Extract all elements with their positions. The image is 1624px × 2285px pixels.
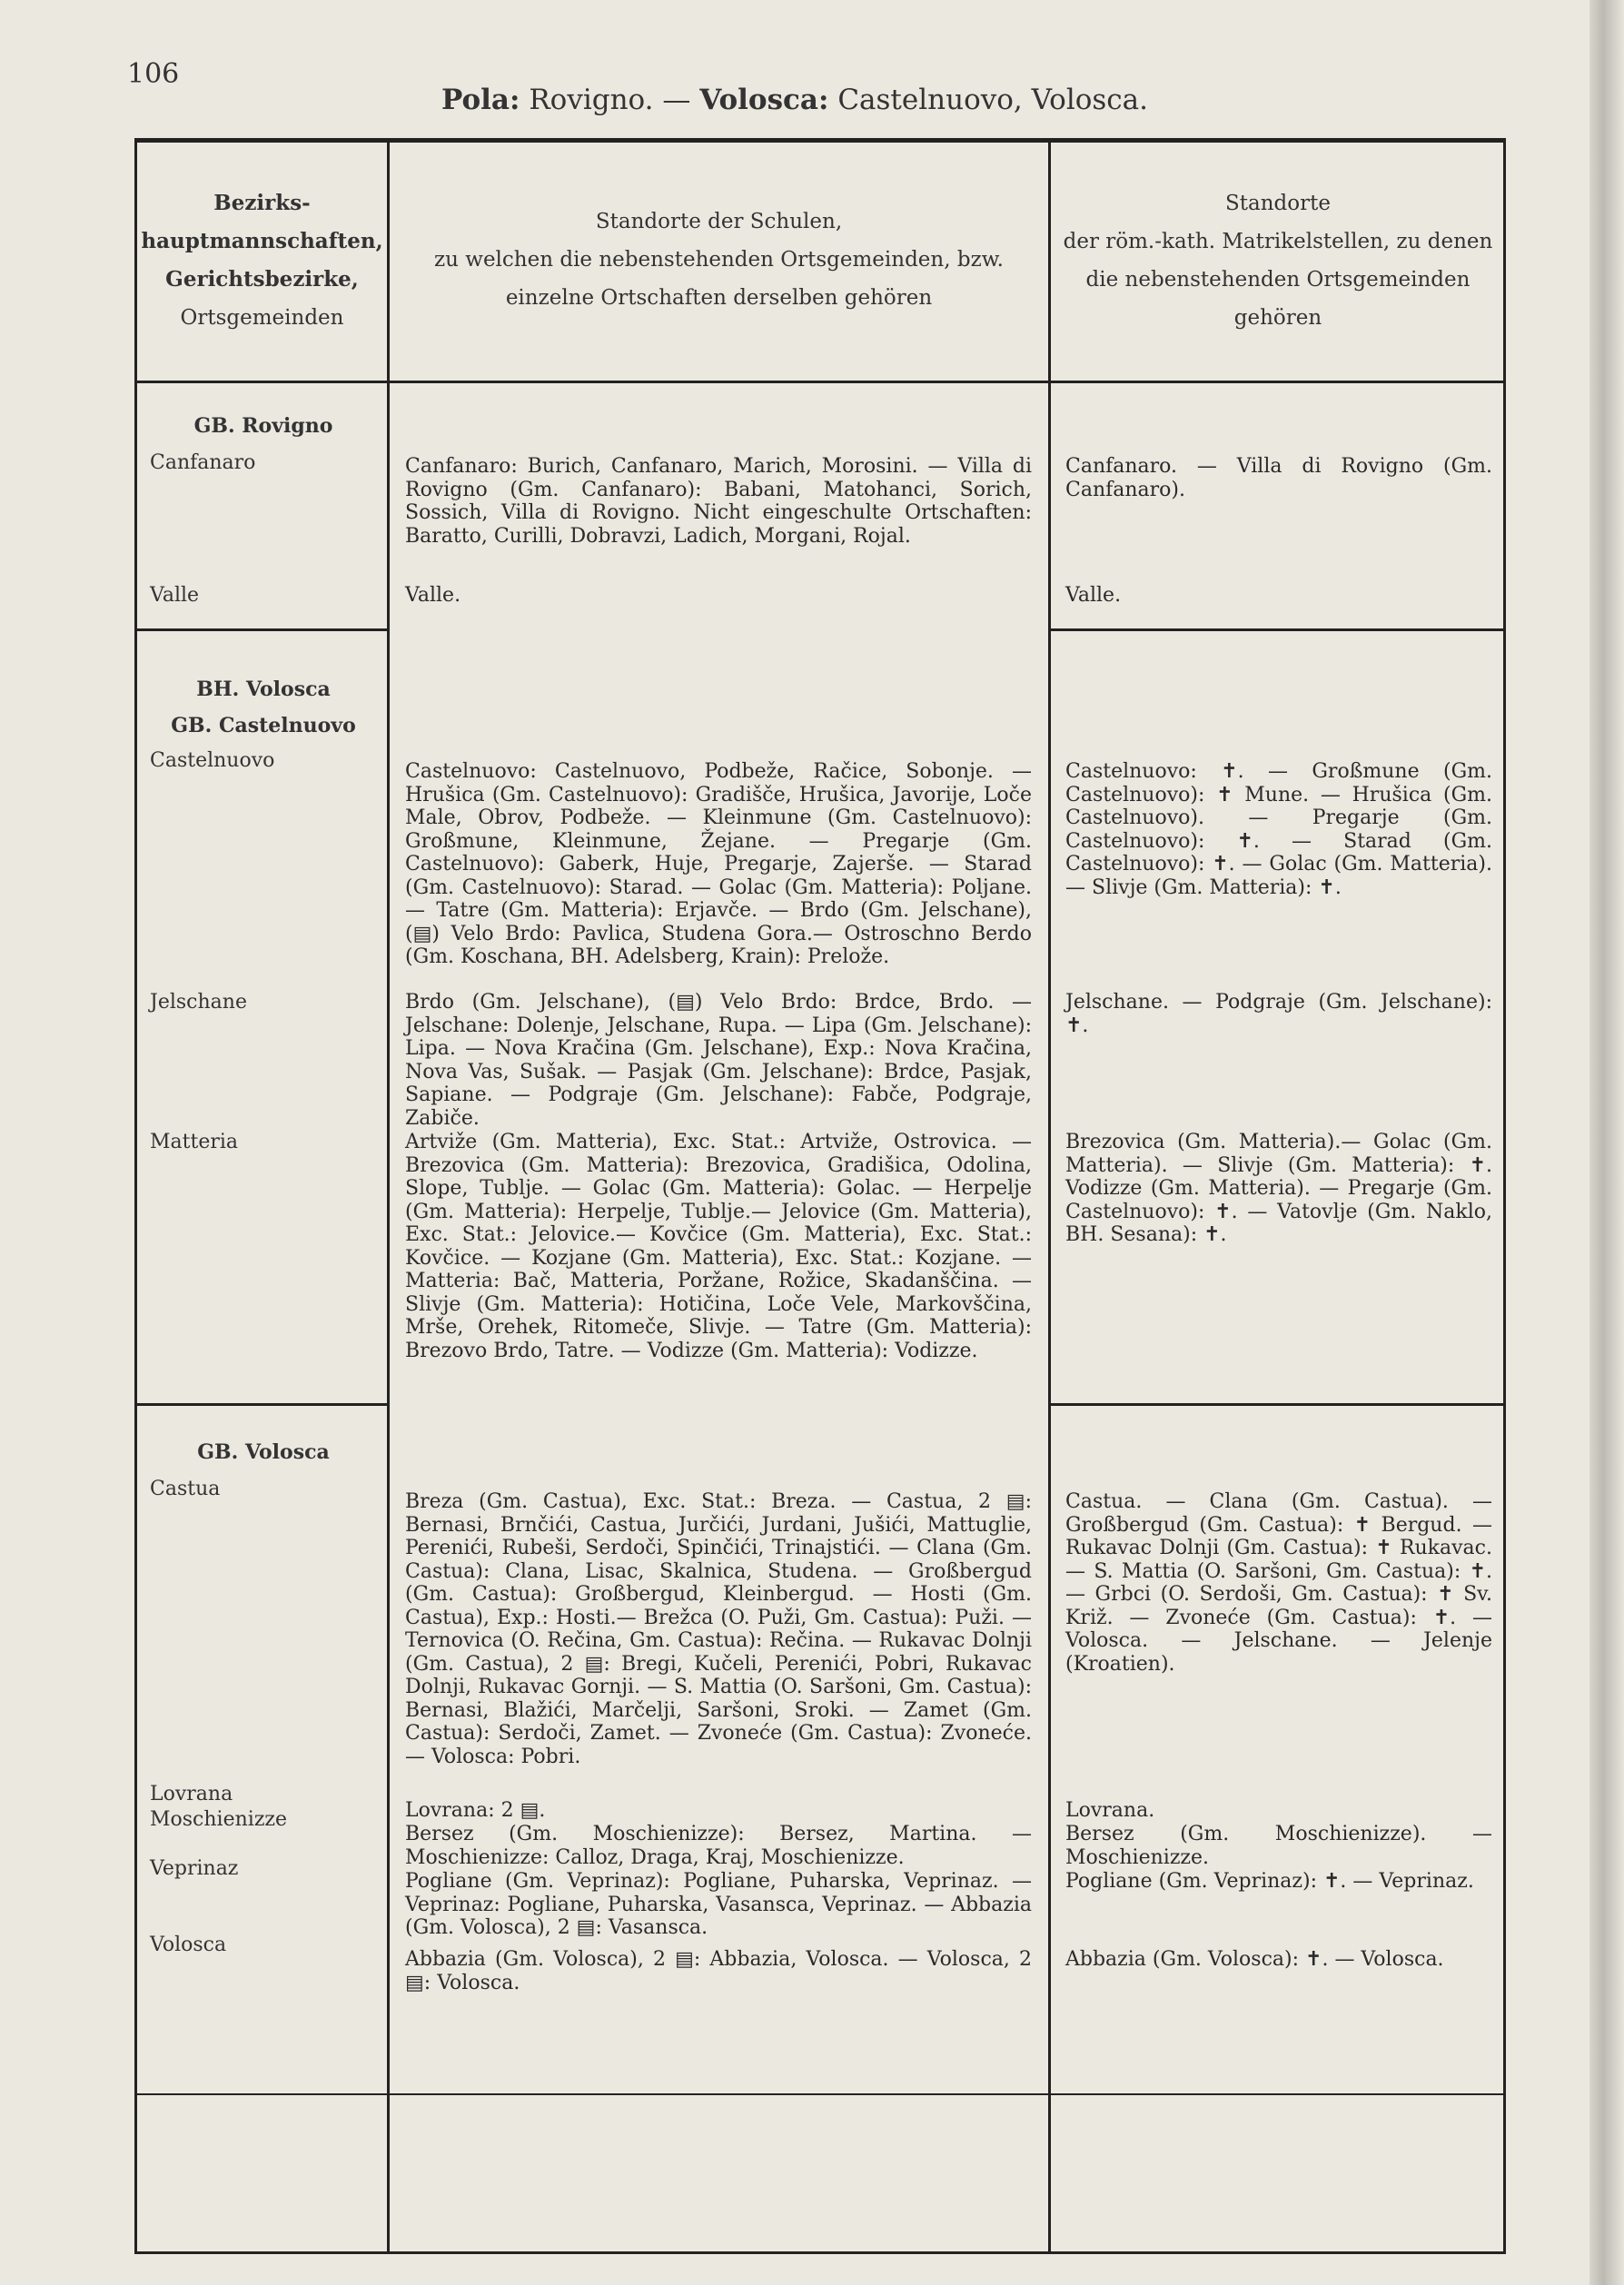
ortsgemeinde-canfanaro: Canfanaro (150, 451, 256, 474)
parishes-valle: Valle. (1065, 584, 1122, 607)
section-title-rovigno: GB. Rovigno (193, 414, 333, 438)
ortsgemeinde-valle: Valle (150, 584, 200, 607)
schools-castelnuovo: Castelnuovo: Castelnuovo, Podbeže, Račice, Sobonje. — Hrušica (Gm. Castelnuovo): Gradišče, Hrušica, Javorije, Loče Male, Obrov, Podbeže. — Kleinmune (Gm. Castelnuovo): Großmune, Kleinmune, Žejane. — Pregarje (Gm. Castelnuovo): Gaberk, Huje, Pregarje, Zajerše. — Starad (Gm. Castelnuovo): Starad. — Golac (Gm. Matteria): Poljane. — Tatre (Gm. Matteria): Erjavče. — Brdo (Gm. Jelschane), (▤) Velo Brdo: Pavlica, Studena Gora.— Ostroschno Berdo (Gm. Koschana, BH. Adelsberg, Krain): Prelože. (405, 760, 1032, 968)
parishes-jelschane: Jelschane. — Podgraje (Gm. Jelschane): ✝. (1065, 991, 1492, 1037)
section-rule-2a (137, 1403, 387, 1406)
page-number: 106 (127, 58, 180, 90)
section-title-bh-volosca: BH. Volosca GB. Castelnuovo (171, 678, 356, 737)
parishes-moschienizze: Bersez (Gm. Moschienizze). — Moschienizze. (1065, 1823, 1492, 1869)
section-rule-1b (1048, 628, 1503, 631)
running-head-b: Rovigno. — (529, 84, 691, 116)
header-col1: Bezirks- hauptmannschaften, Gerichtsbezirke, Ortsgemeinden (141, 191, 383, 330)
ortsgemeinde-matteria: Matteria (150, 1131, 239, 1153)
parishes-canfanaro: Canfanaro. — Villa di Rovigno (Gm. Canfanaro). (1065, 455, 1492, 501)
running-head (0, 84, 1589, 116)
parishes-castua: Castua. — Clana (Gm. Castua). — Großbergud (Gm. Castua): ✝ Bergud. — Rukavac Dolnji (Gm. Castua): ✝ Rukavac. — S. Mattia (O. Saršoni, Gm. Castua): ✝. — Grbci (O. Serdoši, Gm. Castua): ✝ Sv. Križ. — Zvoneće (Gm. Castua): ✝. — Volosca. — Jelschane. — Jelenje (Kroatien). (1065, 1490, 1492, 1676)
ortsgemeinde-castua: Castua (150, 1478, 221, 1500)
schools-veprinaz: Pogliane (Gm. Veprinaz): Pogliane, Puharska, Veprinaz. — Veprinaz: Pogliane, Puharska, Vasansca, Veprinaz. — Abbazia (Gm. Volosca), 2 ▤: Vasansca. (405, 1870, 1032, 1939)
schools-lovrana: Lovrana: 2 ▤. (405, 1799, 546, 1822)
parishes-castelnuovo: Castelnuovo: ✝. — Großmune (Gm. Castelnuovo): ✝ Mune. — Hrušica (Gm. Castelnuovo). — Pregarje (Gm. Castelnuovo): ✝. — Starad (Gm. Castelnuovo): ✝. — Golac (Gm. Matteria). — Slivje (Gm. Matteria): ✝. (1065, 760, 1492, 899)
parishes-veprinaz: Pogliane (Gm. Veprinaz): ✝. — Veprinaz. (1065, 1870, 1474, 1893)
running-head-a: Pola: (441, 84, 520, 116)
column-divider-2 (1048, 143, 1051, 2251)
schools-moschienizze: Bersez (Gm. Moschienizze): Bersez, Martina. — Moschienizze: Calloz, Draga, Kraj, Moschienizze. (405, 1823, 1032, 1869)
parishes-lovrana: Lovrana. (1065, 1799, 1155, 1822)
end-rule (137, 2093, 1503, 2095)
schools-valle: Valle. (405, 584, 461, 607)
running-head-c: Volosca: (699, 84, 829, 116)
ortsgemeinde-lovrana: Lovrana (150, 1783, 233, 1805)
schools-jelschane: Brdo (Gm. Jelschane), (▤) Velo Brdo: Brdce, Brdo. — Jelschane: Dolenje, Jelschane, Rupa. — Lipa (Gm. Jelschane): Lipa. — Nova Kračina (Gm. Jelschane), Exp.: Nova Kračina, Nova Vas, Sušak. — Pasjak (Gm. Jelschane): Brdce, Pasjak, Sapiane. — Podgraje (Gm. Jelschane): Fabče, Podgraje, Zabiče. (405, 991, 1032, 1130)
section-rule-1a (137, 628, 387, 631)
header-col2: Standorte der Schulen, zu welchen die nebenstehenden Ortsgemeinden, bzw. einzelne Ortschaften derselben gehören (434, 210, 1004, 310)
schools-matteria: Artviže (Gm. Matteria), Exc. Stat.: Artviže, Ostrovica. — Brezovica (Gm. Matteria): Brezovica, Gradišica, Odolina, Slope, Tublje. — Golac (Gm. Matteria): Golac. — Herpelje (Gm. Matteria): Herpelje, Tublje.— Jelovice (Gm. Matteria), Exc. Stat.: Jelovice.— Kovčice (Gm. Matteria), Exc. Stat.: Kovčice. — Kozjane (Gm. Matteria), Exc. Stat.: Kozjane. — Matteria: Bač, Matteria, Poržane, Rožice, Skadanščina. — Slivje (Gm. Matteria): Hotičina, Loče Vele, Markovščina, Mrše, Orehek, Ritomeče, Slivje. — Tatre (Gm. Matteria): Brezovo Brdo, Tatre. — Vodizze (Gm. Matteria): Vodizze. (405, 1131, 1032, 1362)
column-divider-1 (387, 143, 390, 2251)
ortsgemeinde-volosca: Volosca (150, 1934, 227, 1956)
running-head-d: Castelnuovo, Volosca. (837, 84, 1149, 116)
section-title-gb-volosca: GB. Volosca (197, 1440, 330, 1464)
header-rule (137, 381, 1503, 383)
schools-castua: Breza (Gm. Castua), Exc. Stat.: Breza. — Castua, 2 ▤: Bernasi, Brnčići, Castua, Jurčići, Jurdani, Jušići, Mattuglie, Perenići, Rubeši, Serdoči, Spinčići, Trinajstići. — Clana (Gm. Castua): Clana, Lisac, Skalnica, Studena. — Großbergud (Gm. Castua): Großbergud, Kleinbergud. — Hosti (Gm. Castua), Exp.: Hosti.— Brežca (O. Puži, Gm. Castua): Puži. — Ternovica (O. Rečina, Gm. Castua): Rečina. — Rukavac Dolnji (Gm. Castua), 2 ▤: Bregi, Kučeli, Perenići, Pobri, Rukavac Dolnji, Rukavac Gornji. — S. Mattia (O. Saršoni, Gm. Castua): Bernasi, Blažići, Marčelji, Saršoni, Sroki. — Zamet (Gm. Castua): Serdoči, Zamet. — Zvoneće (Gm. Castua): Zvoneće. — Volosca: Pobri. (405, 1490, 1032, 1768)
schools-canfanaro: Canfanaro: Burich, Canfanaro, Marich, Morosini. — Villa di Rovigno (Gm. Canfanaro): Babani, Matohanci, Sorich, Sossich, Villa di Rovigno. Nicht eingeschulte Ortschaften: Baratto, Curilli, Dobravzi, Ladich, Morgani, Rojal. (405, 455, 1032, 548)
book-spine-shadow (1589, 0, 1624, 2285)
schools-volosca: Abbazia (Gm. Volosca), 2 ▤: Abbazia, Volosca. — Volosca, 2 ▤: Volosca. (405, 1948, 1032, 1994)
ortsgemeinde-jelschane: Jelschane (150, 991, 247, 1014)
parishes-volosca: Abbazia (Gm. Volosca): ✝. — Volosca. (1065, 1948, 1444, 1971)
ortsgemeinde-veprinaz: Veprinaz (150, 1857, 239, 1880)
ortsgemeinde-moschienizze: Moschienizze (150, 1808, 288, 1831)
register-table (134, 138, 1506, 2254)
section-rule-2b (1048, 1403, 1503, 1406)
header-col3: Standorte der röm.-kath. Matrikelstellen, zu denen die nebenstehenden Ortsgemeinden gehören (1063, 192, 1493, 330)
parishes-matteria: Brezovica (Gm. Matteria).— Golac (Gm. Matteria). — Slivje (Gm. Matteria): ✝. Vodizze (Gm. Matteria). — Pregarje (Gm. Castelnuovo): ✝. — Vatovlje (Gm. Naklo, BH. Sesana): ✝. (1065, 1131, 1492, 1246)
ortsgemeinde-castelnuovo: Castelnuovo (150, 749, 275, 772)
